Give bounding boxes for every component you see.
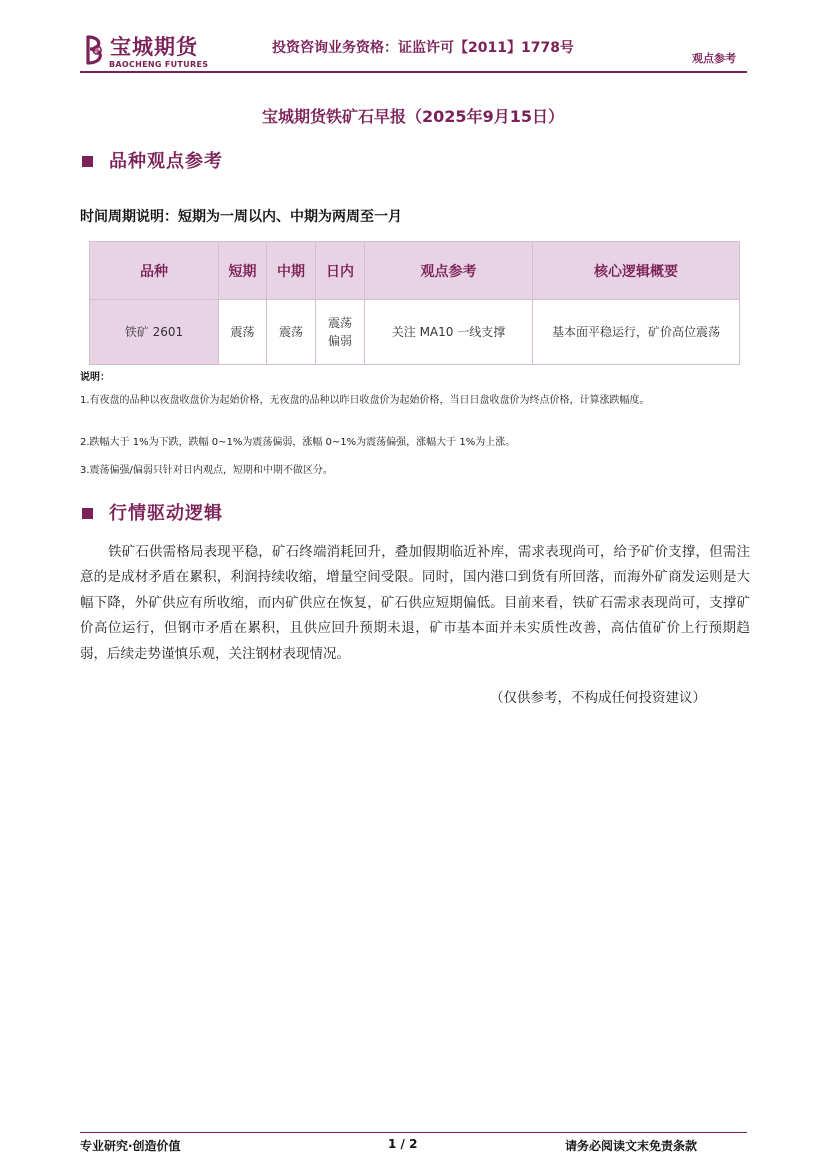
- header-tag: 观点参考: [692, 52, 736, 65]
- notes-heading: 说明：: [80, 372, 110, 383]
- section-heading-text: 行情驱动逻辑: [109, 503, 223, 524]
- baocheng-logo-icon: [82, 34, 108, 66]
- section-bullet-icon: [82, 156, 93, 167]
- report-title: 宝城期货铁矿石早报（2025年9月15日）: [262, 107, 564, 126]
- page-number: 1 / 2: [388, 1137, 418, 1151]
- cell-variety: 铁矿 2601: [90, 300, 219, 365]
- header-divider: [80, 71, 747, 73]
- footer-disclaimer-notice: 请务必阅读文末免责条款: [565, 1139, 698, 1153]
- cell-mid-term: 震荡: [267, 300, 316, 365]
- logo-english-name: BAOCHENG FUTURES: [109, 60, 209, 69]
- cell-intraday: [316, 300, 365, 365]
- table-header-row: [90, 242, 740, 300]
- logo-chinese-name: 宝城期货: [110, 35, 198, 59]
- note-item: 1.有夜盘的品种以夜盘收盘价为起始价格，无夜盘的品种以昨日收盘价为起始价格，当日日盘收盘价为终点价格，计算涨跌幅度。: [80, 395, 650, 406]
- cell-intraday-text: 震荡偏弱: [327, 316, 352, 348]
- note-item: 2.跌幅大于 1%为下跌，跌幅 0~1%为震荡偏弱，涨幅 0~1%为震荡偏强，涨幅大于 1%为上涨。: [80, 437, 516, 448]
- cell-short-term: 震荡: [219, 300, 267, 365]
- qualification-text: 投资咨询业务资格：证监许可【2011】1778号: [272, 40, 574, 56]
- col-header-core-logic: 核心逻辑概要: [533, 242, 740, 300]
- section-bullet-icon: [82, 508, 93, 519]
- cell-core-logic: 基本面平稳运行，矿价高位震荡: [533, 300, 740, 365]
- table-row: [90, 300, 740, 365]
- footer-divider: [80, 1132, 747, 1133]
- cell-view: 关注 MA10 一线支撑: [365, 300, 533, 365]
- market-logic-paragraph: 铁矿石供需格局表现平稳，矿石终端消耗回升，叠加假期临近补库，需求表现尚可，给予矿价支撑，但需注意的是成材矛盾在累积，利润持续收缩，增量空间受限。同时，国内港口到货有所回落，而海外矿商发运则是大幅下降，外矿供应有所收缩，而内矿供应在恢复，矿石供应短期偏低。目前来看，铁矿石需求表现尚可，支撑矿价高位运行，但钢市矛盾在累积，且供应回升预期未退，矿市基本面并未实质性改善，高估值矿价上行预期趋弱，后续走势谨慎乐观，关注钢材表现情况。: [80, 544, 750, 662]
- col-header-mid-term: 中期: [267, 242, 316, 300]
- col-header-view: 观点参考: [365, 242, 533, 300]
- footer-slogan: 专业研究·创造价值: [80, 1139, 181, 1153]
- company-logo: [82, 33, 212, 73]
- col-header-variety: 品种: [90, 242, 219, 300]
- col-header-intraday: 日内: [316, 242, 365, 300]
- note-item: 3.震荡偏强/偏弱只针对日内观点，短期和中期不做区分。: [80, 465, 333, 476]
- col-header-short-term: 短期: [219, 242, 267, 300]
- disclaimer-text: （仅供参考，不构成任何投资建议）: [490, 690, 706, 706]
- section-heading-text: 品种观点参考: [109, 151, 223, 172]
- views-table: [89, 241, 740, 365]
- period-note: 时间周期说明：短期为一周以内、中期为两周至一月: [80, 209, 402, 225]
